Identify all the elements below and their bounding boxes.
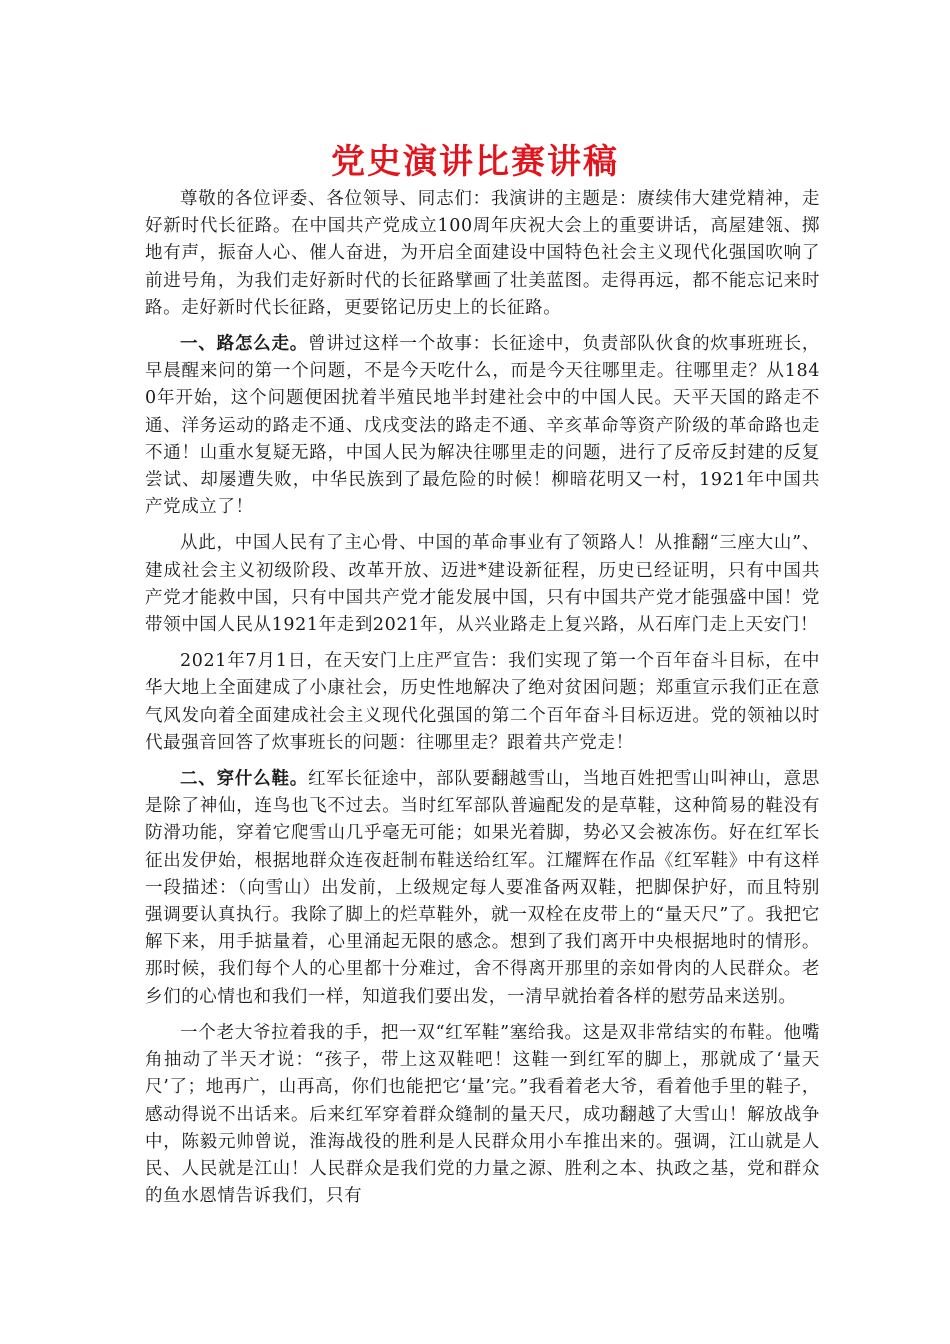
paragraph-old-man bbox=[145, 1020, 820, 1210]
paragraph-text: 2021年7月1日，在天安门上庄严宣告：我们实现了第一个百年奋斗目标，在中华大地上全面建成了小康社会，历史性地解决了绝对贫困问题；郑重宣示我们正在意气风发向着全面建成社会主义现代化强国的第二个百年奋斗目标迈进。党的领袖以时代最强音回答了炊事班长的问题：往哪里走？跟着共产党走！ bbox=[145, 651, 820, 753]
section-heading: 一、路怎么走。 bbox=[180, 334, 309, 355]
paragraph-text: 从此，中国人民有了主心骨、中国的革命事业有了领路人！从推翻“三座大山”、建成社会主义初级阶段、改革开放、迈进*建设新征程，历史已经证明，只有中国共产党才能救中国，只有中国共产党才能发展中国，只有中国共产党才能强盛中国！党带领中国人民从1921年走到2021年，从兴业路走上复兴路，从石库门走上天安门！ bbox=[145, 533, 820, 636]
paragraph-greeting bbox=[145, 186, 820, 322]
section-heading: 二、穿什么鞋。 bbox=[180, 769, 309, 790]
paragraph-since-then bbox=[145, 530, 820, 639]
document-title: 党史演讲比赛讲稿 bbox=[331, 142, 619, 182]
paragraph-text: 尊敬的各位评委、各位领导、同志们：我演讲的主题是：赓续伟大建党精神，走好新时代长征路。在中国共产党成立100周年庆祝大会上的重要讲话，高屋建瓴、掷地有声，振奋人心、催人奋进，为开启全面建设中国特色社会主义现代化强国吹响了前进号角，为我们走好新时代的长征路擘画了壮美蓝图。走得再远，都不能忘记来时路。走好新时代长征路，更要铭记历史上的长征路。 bbox=[145, 189, 820, 318]
paragraph-section-1 bbox=[145, 331, 820, 521]
paragraph-text: 一个老大爷拉着我的手，把一双“红军鞋”塞给我。这是双非常结实的布鞋。他嘴角抽动了半天才说：“孩子，带上这双鞋吧！这鞋一到红军的脚上，那就成了‘量天尺’了；地再广，山再高，你们也能把它‘量’完。”我看着老大爷，看着他手里的鞋子，感动得说不出话来。后来红军穿着群众缝制的量天尺，成功翻越了大雪山！解放战争中，陈毅元帅曾说，淮海战役的胜利是人民群众用小车推出来的。强调，江山就是人民、人民就是江山！人民群众是我们党的力量之源、胜利之本、执政之基，党和群众的鱼水恩情告诉我们，只有 bbox=[145, 1022, 820, 1207]
paragraph-text: 曾讲过这样一个故事：长征途中，负责部队伙食的炊事班班长，早晨醒来问的第一个问题，不是今天吃什么，而是今天往哪里走。往哪里走？从1840年开始，这个问题便困扰着半殖民地半封建社会中的中国人民。天平天国的路走不通、洋务运动的路走不通、戊戌变法的路走不通、辛亥革命等资产阶级的革命路也走不通！山重水复疑无路，中国人民为解决往哪里走的问题，进行了反帝反封建的反复尝试、却屡遭失败，中华民族到了最危险的时候！柳暗花明又一村，1921年中国共产党成立了！ bbox=[145, 334, 820, 518]
paragraph-text: 红军长征途中，部队要翻越雪山，当地百姓把雪山叫神山，意思是除了神仙，连鸟也飞不过去。当时红军部队普遍配发的是草鞋，这种简易的鞋没有防滑功能，穿着它爬雪山几乎毫无可能；如果光着脚，势必又会被冻伤。好在红军长征出发伊始，根据地群众连夜赶制布鞋送给红军。江耀辉在作品《红军鞋》中有这样一段描述：（向雪山）出发前，上级规定每人要准备两双鞋，把脚保护好，而且特别强调要认真执行。我除了脚上的烂草鞋外，就一双栓在皮带上的“量天尺”了。我把它解下来，用手掂量着，心里涌起无限的感念。想到了我们离开中央根据地时的情形。那时候，我们每个人的心里都十分难过，舍不得离开那里的亲如骨肉的人民群众。老乡们的心情也和我们一样，知道我们要出发，一清早就抬着各样的慰劳品来送别。 bbox=[145, 769, 820, 1007]
paragraph-section-2 bbox=[145, 766, 820, 1011]
document-body bbox=[145, 186, 820, 1219]
paragraph-july-first bbox=[145, 648, 820, 757]
